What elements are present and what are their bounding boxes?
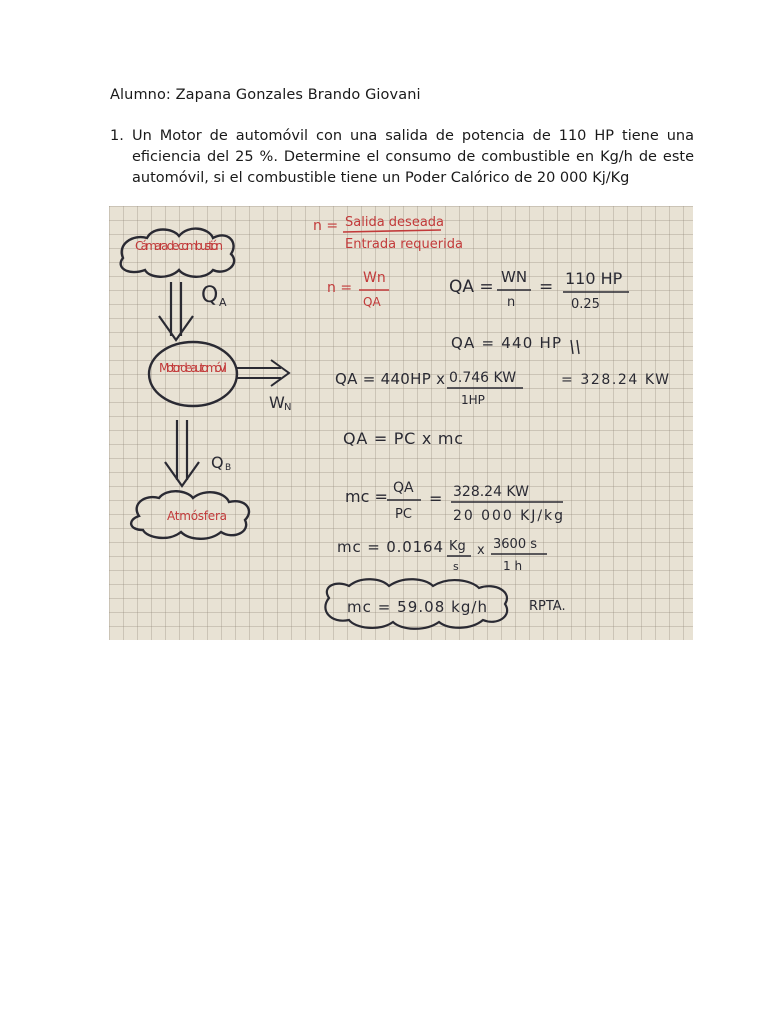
- eq2-denominator: n: [507, 295, 516, 310]
- heat-out-subscript: B: [225, 463, 232, 473]
- heat-in-arrowhead: [159, 316, 193, 340]
- answer-expression: mc = 59.08 kg/h: [347, 598, 487, 616]
- eq3-mark-b: [577, 340, 579, 354]
- efficiency-def-bar: [343, 230, 441, 232]
- work-subscript: N: [284, 402, 292, 413]
- eq6-denominator: PC: [395, 507, 412, 522]
- efficiency-def-symbol: n =: [313, 218, 339, 234]
- student-name: Alumno: Zapana Gonzales Brando Giovani: [110, 87, 421, 103]
- eq5: QA = PC x mc: [343, 429, 463, 448]
- question-number: 1.: [110, 128, 124, 144]
- efficiency-def-denominator: Entrada requerida: [345, 237, 463, 252]
- eq2-numerator: WN: [501, 268, 528, 286]
- atmosphere-label: Atmósfera: [167, 509, 227, 523]
- heat-out-symbol: Q: [211, 453, 224, 472]
- heat-out-arrowhead: [165, 462, 199, 486]
- eq3: QA = 440 HP: [451, 334, 561, 352]
- eq6-numerator: QA: [393, 480, 414, 496]
- heat-in-subscript: A: [219, 296, 227, 309]
- eq6-equals: =: [429, 489, 443, 508]
- eq1-numerator: Wn: [363, 270, 386, 286]
- eq7-times: x: [477, 543, 485, 558]
- eq6-value-denominator: 20 000 KJ/kg: [453, 508, 563, 524]
- question-block: [110, 126, 694, 189]
- engine-label: Motor de automóvil: [159, 361, 227, 375]
- eq1-lhs: n =: [327, 280, 353, 296]
- eq7-unit-denominator: s: [453, 560, 459, 573]
- eq7-unit-numerator: Kg: [449, 539, 466, 554]
- eq2-efficiency: 0.25: [571, 297, 600, 312]
- combustion-chamber-label: Cámara de combustión: [135, 239, 223, 253]
- work-symbol: W: [269, 393, 285, 412]
- eq6-lhs: mc =: [345, 487, 388, 506]
- eq3-mark-a: [571, 340, 573, 354]
- eq7-conv-numerator: 3600 s: [493, 537, 537, 552]
- handwritten-solution-drawing: [109, 206, 693, 640]
- eq7-conv-denominator: 1 h: [503, 559, 523, 573]
- answer-tag: RPTA.: [529, 599, 566, 614]
- eq7-lhs: mc = 0.0164: [337, 538, 443, 556]
- eq2-equals: =: [539, 277, 554, 297]
- eq4-lhs: QA = 440HP x: [335, 370, 445, 388]
- eq1-denominator: QA: [363, 295, 381, 309]
- efficiency-def-numerator: Salida deseada: [345, 215, 444, 230]
- eq4-denominator: 1HP: [461, 393, 485, 407]
- question-text: Un Motor de automóvil con una salida de potencia de 110 HP tiene una eficiencia del 25 %. Determine el consumo de combustible en Kg/h de este automóvil, si el combustible tiene un Poder Calórico de 20 000 Kj/Kg: [132, 128, 694, 186]
- handwritten-solution-photo: [109, 206, 693, 640]
- eq2-lhs: QA =: [449, 277, 494, 297]
- work-arrowhead: [271, 360, 289, 386]
- eq6-value-numerator: 328.24 KW: [453, 484, 529, 500]
- eq2-value: 110 HP: [565, 269, 623, 288]
- heat-in-symbol: Q: [201, 283, 219, 308]
- eq4-result: = 328.24 KW: [561, 372, 669, 388]
- eq4-numerator: 0.746 KW: [449, 370, 517, 386]
